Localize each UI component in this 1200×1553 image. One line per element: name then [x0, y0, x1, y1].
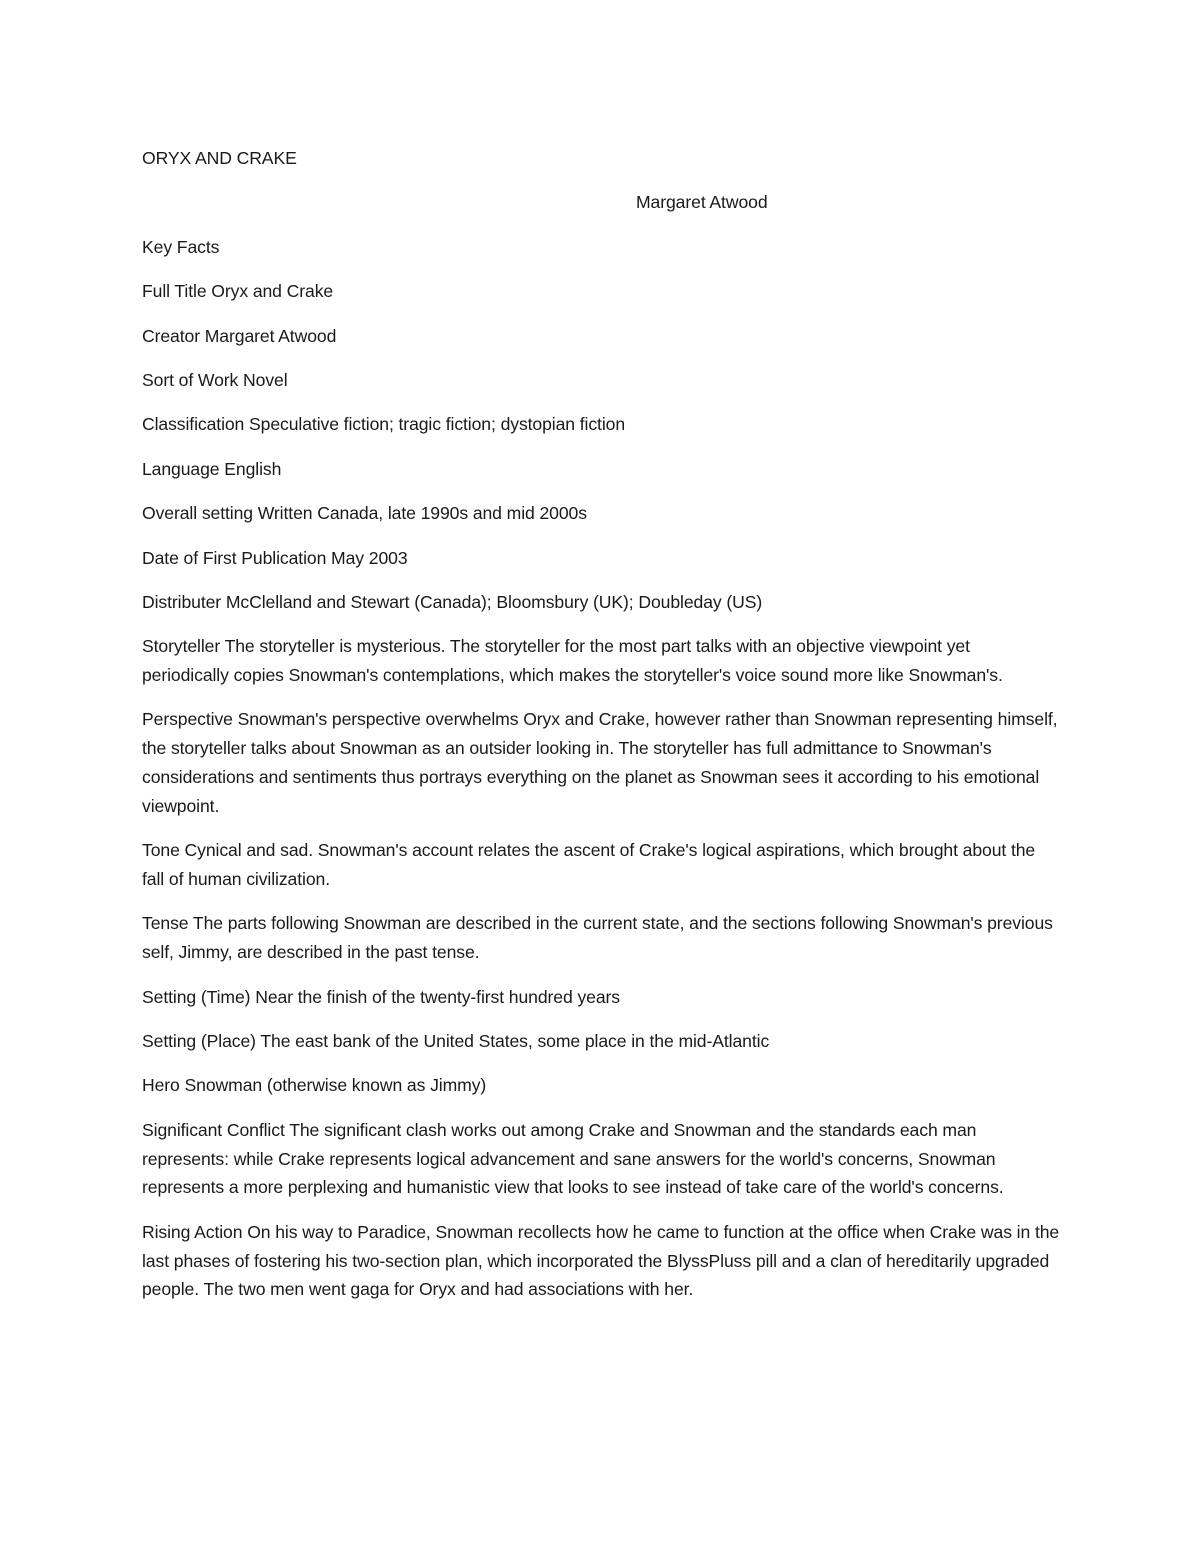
document-body	[142, 144, 1060, 1320]
fact-language: Language English	[142, 458, 282, 479]
fact-creator: Creator Margaret Atwood	[142, 325, 337, 346]
fact-setting-time: Setting (Time) Near the finish of the twenty-first hundred years	[142, 986, 620, 1007]
fact-tense: Tense The parts following Snowman are described in the current state, and the sections following Snowman's previous self, Jimmy, are described in the past tense.	[142, 913, 1053, 963]
fact-overall-setting: Overall setting Written Canada, late 1990s and mid 2000s	[142, 503, 587, 524]
document-author: Margaret Atwood	[636, 192, 768, 213]
fact-tone: Tone Cynical and sad. Snowman's account relates the ascent of Crake's logical aspirations, which brought about the fall of human civilization.	[142, 840, 1036, 890]
fact-sort-of-work: Sort of Work Novel	[142, 369, 288, 390]
fact-full-title: Full Title Oryx and Crake	[142, 281, 334, 302]
fact-perspective: Perspective Snowman's perspective overwhelms Oryx and Crake, however rather than Snowman representing himself, the storyteller talks about Snowman as an outsider looking in. The storyteller has full admittance to Snowman's considerations and sentiments thus portrays everything on the planet as Snowman sees it according to his emotional viewpoint.	[142, 709, 1058, 816]
section-heading-key-facts: Key Facts	[142, 236, 220, 257]
fact-significant-conflict: Significant Conflict The significant clash works out among Crake and Snowman and the standards each man represents: while Crake represents logical advancement and sane answers for the world's concerns, Snowman represents a more perplexing and humanistic view that looks to see instead of take care of the world's concerns.	[142, 1119, 1004, 1198]
fact-storyteller: Storyteller The storyteller is mysterious. The storyteller for the most part talks with an objective viewpoint yet periodically copies Snowman's contemplations, which makes the storyteller's voice sound more like Snowman's.	[142, 636, 1003, 686]
fact-classification: Classification Speculative fiction; tragic fiction; dystopian fiction	[142, 414, 626, 435]
fact-distributer: Distributer McClelland and Stewart (Canada); Bloomsbury (UK); Doubleday (US)	[142, 591, 763, 612]
fact-hero: Hero Snowman (otherwise known as Jimmy)	[142, 1075, 487, 1096]
document-title: ORYX AND CRAKE	[142, 148, 297, 168]
fact-publication-date: Date of First Publication May 2003	[142, 547, 408, 568]
fact-rising-action: Rising Action On his way to Paradice, Snowman recollects how he came to function at the office when Crake was in the last phases of fostering his two-section plan, which incorporated the BlyssPluss pill and a clan of hereditarily upgraded people. The two men went gaga for Oryx and had associations with her.	[142, 1221, 1060, 1300]
fact-setting-place: Setting (Place) The east bank of the United States, some place in the mid-Atlantic	[142, 1031, 770, 1052]
